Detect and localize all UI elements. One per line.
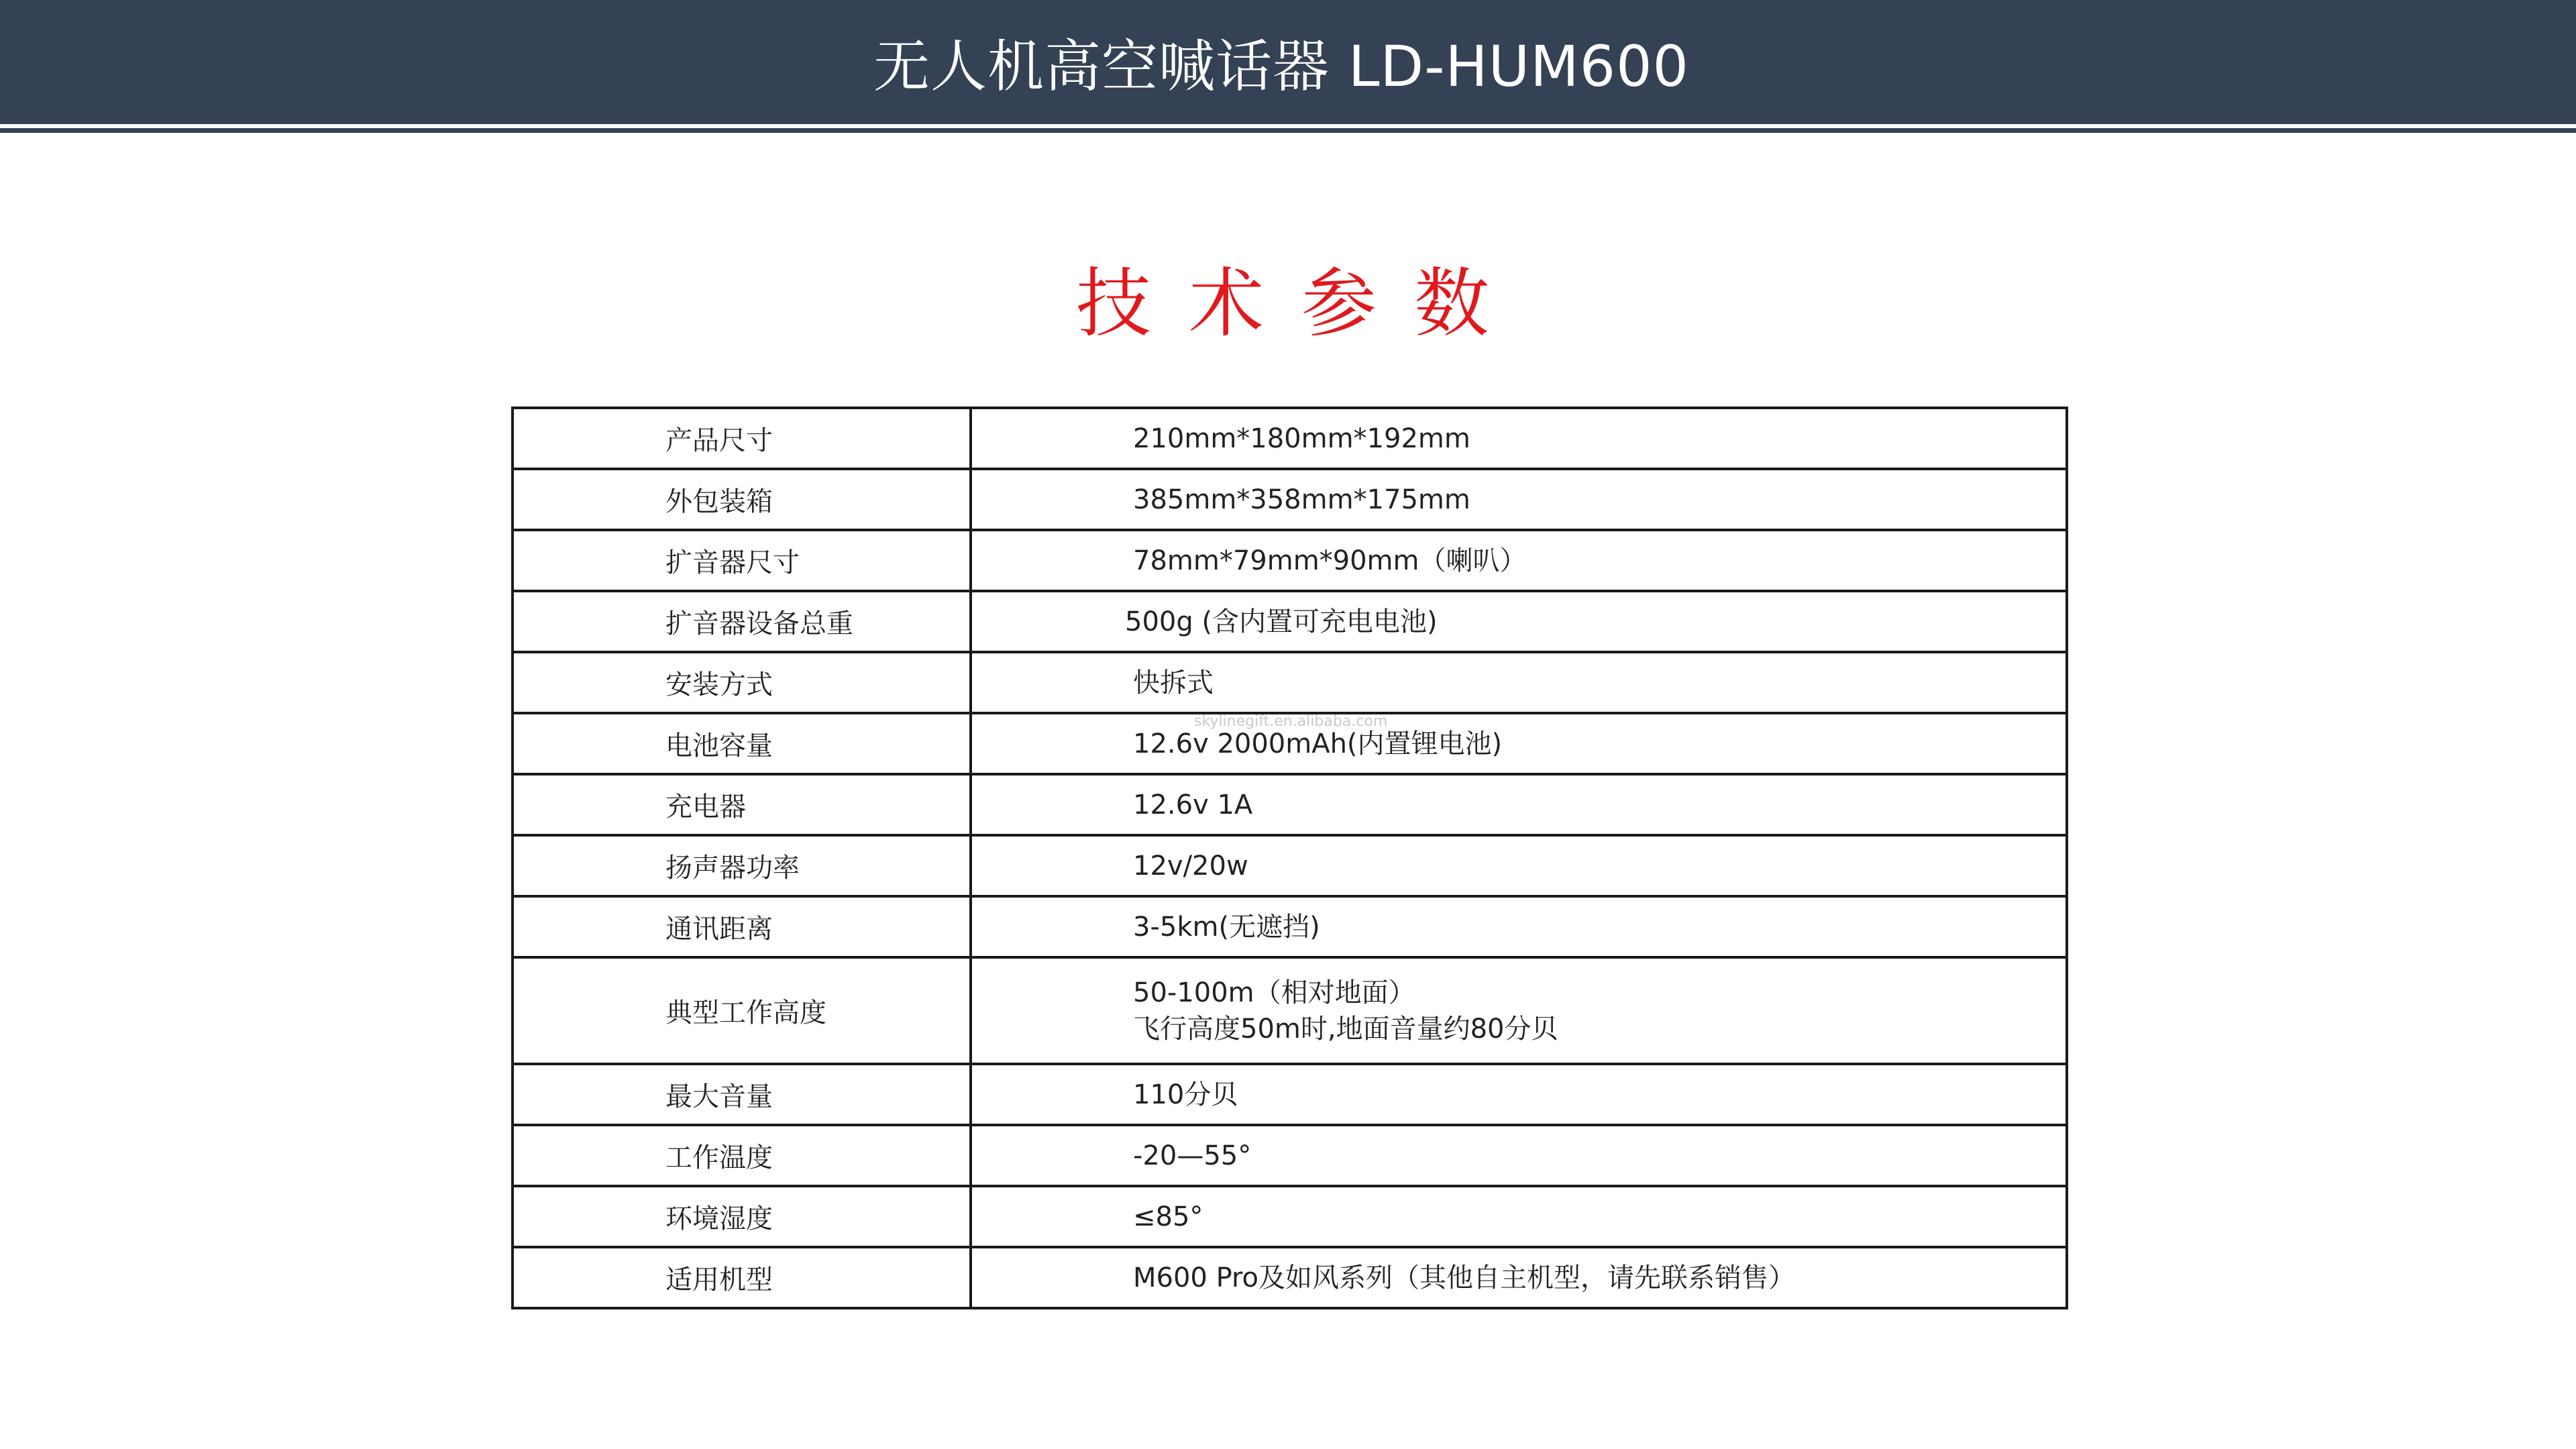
spec-label: 电池容量 [513,713,971,774]
spec-label: 安装方式 [513,652,971,713]
spec-label: 扩音器尺寸 [513,530,971,591]
spec-value: 210mm*180mm*192mm [971,408,2067,469]
spec-value: 12.6v 1A [971,774,2067,835]
table-row [513,652,2067,713]
spec-value: 110分贝 [971,1064,2067,1125]
header-bar [0,0,2576,124]
watermark: skylinegift.en.alibaba.com [1194,713,1388,730]
table-row [513,1186,2067,1247]
table-row [513,408,2067,469]
table-row [513,1064,2067,1125]
table-row [513,957,2067,1064]
table-row [513,530,2067,591]
table-row [513,469,2067,530]
spec-value: 3-5km(无遮挡) [971,896,2067,957]
spec-value: 快拆式 [971,652,2067,713]
table-row [513,835,2067,896]
spec-label: 环境湿度 [513,1186,971,1247]
table-row [513,591,2067,652]
spec-label: 扩音器设备总重 [513,591,971,652]
spec-label: 充电器 [513,774,971,835]
spec-table [511,407,2068,1309]
spec-label: 适用机型 [513,1247,971,1308]
spec-label: 产品尺寸 [513,408,971,469]
section-title: 技术参数 [1076,260,1527,347]
spec-value: ≤85° [971,1186,2067,1247]
spec-value-line: 飞行高度50m时,地面音量约80分贝 [1133,1013,1558,1044]
spec-label: 扬声器功率 [513,835,971,896]
table-row [513,1125,2067,1186]
table-row [513,774,2067,835]
spec-label: 最大音量 [513,1064,971,1125]
table-row [513,896,2067,957]
spec-label: 工作温度 [513,1125,971,1186]
spec-value [971,957,2067,1064]
spec-value: 385mm*358mm*175mm [971,469,2067,530]
spec-label: 外包装箱 [513,469,971,530]
page-title: 无人机高空喊话器 LD-HUM600 [873,34,1689,99]
spec-value: -20—55° [971,1125,2067,1186]
spec-value: M600 Pro及如风系列（其他自主机型，请先联系销售） [971,1247,2067,1308]
table-row [513,1247,2067,1308]
spec-value-line: 50-100m（相对地面） [1133,977,1415,1008]
spec-value: 12v/20w [971,835,2067,896]
spec-value: 500g (含内置可充电电池) [971,591,2067,652]
spec-value: 12.6v 2000mAh(内置锂电池) [971,713,2067,774]
spec-label: 通讯距离 [513,896,971,957]
spec-value: 78mm*79mm*90mm（喇叭） [971,530,2067,591]
header-divider [0,128,2576,133]
spec-label: 典型工作高度 [513,957,971,1064]
